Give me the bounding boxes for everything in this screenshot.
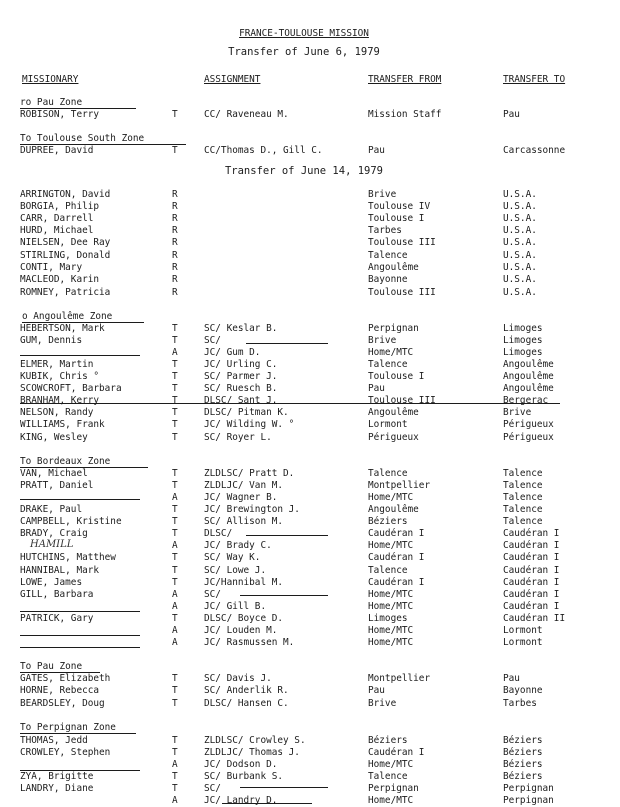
row-from-cell: Perpignan xyxy=(368,783,419,794)
row-to-cell: Caudéran I xyxy=(503,589,560,600)
row-code-cell: T xyxy=(172,395,178,406)
row-from-cell: Pau xyxy=(368,145,385,156)
row-from-cell: Béziers xyxy=(368,516,408,527)
row-from-cell: Périgueux xyxy=(368,432,419,443)
row-from-cell: Limoges xyxy=(368,613,408,624)
row-to-cell: Caudéran I xyxy=(503,528,560,539)
row-name-cell: CARR, Darrell xyxy=(20,213,94,224)
row-assign-cell: JC/ Wilding W. ° xyxy=(204,419,295,430)
row-code-cell: T xyxy=(172,359,178,370)
row-from-cell: Home/MTC xyxy=(368,601,414,612)
row-assign-cell: SC/ Davis J. xyxy=(204,673,272,684)
row-code-cell: T xyxy=(172,528,178,539)
zone-heading-bordeaux: To Bordeaux Zone xyxy=(20,456,111,467)
row-to-cell: Carcassonne xyxy=(503,145,566,156)
row-from-cell: Home/MTC xyxy=(368,540,414,551)
zone-heading-perpignan: To Perpignan Zone xyxy=(20,722,116,733)
zone-heading-angouleme: o Angoulême Zone xyxy=(22,311,113,322)
row-to-cell: Périgueux xyxy=(503,432,554,443)
row-code-cell: T xyxy=(172,480,178,491)
row-to-cell: Bayonne xyxy=(503,685,543,696)
row-from-cell: Brive xyxy=(368,335,397,346)
row-assign-cell: SC/ Parmer J. xyxy=(204,371,278,382)
row-code-cell: A xyxy=(172,795,178,806)
row-code-cell: T xyxy=(172,685,178,696)
row-assign-cell: SC/ Allison M. xyxy=(204,516,284,527)
row-code-cell: T xyxy=(172,698,178,709)
row-from-cell: Perpignan xyxy=(368,323,419,334)
zone-heading-pau-second: To Pau Zone xyxy=(20,661,83,672)
row-name-cell: CONTI, Mary xyxy=(20,262,83,273)
row-code-cell: R xyxy=(172,189,178,200)
row-code-cell: T xyxy=(172,335,178,346)
row-from-cell: Caudéran I xyxy=(368,577,425,588)
row-code-cell: T xyxy=(172,468,178,479)
row-to-cell: U.S.A. xyxy=(503,274,537,285)
row-from-cell: Toulouse I xyxy=(368,371,425,382)
blank-companion-line xyxy=(246,343,328,344)
row-from-cell: Talence xyxy=(368,565,408,576)
row-to-cell: Brive xyxy=(503,407,532,418)
row-code-cell: T xyxy=(172,747,178,758)
row-to-cell: Pau xyxy=(503,673,520,684)
row-assign-cell: SC/ Ruesch B. xyxy=(204,383,278,394)
row-from-cell: Montpellier xyxy=(368,480,431,491)
row-from-cell: Bayonne xyxy=(368,274,408,285)
row-name-cell: ZYA, Brigitte xyxy=(20,771,94,782)
row-to-cell: Bergerac xyxy=(503,395,549,406)
row-to-cell: Talence xyxy=(503,492,543,503)
row-to-cell: U.S.A. xyxy=(503,287,537,298)
row-assign-cell: JC/ Rasmussen M. xyxy=(204,637,295,648)
strikethrough-line xyxy=(20,403,560,404)
column-header-transfer-from: TRANSFER FROM xyxy=(368,74,442,85)
row-code-cell: R xyxy=(172,201,178,212)
row-to-cell: Béziers xyxy=(503,735,543,746)
row-from-cell: Angoulême xyxy=(368,504,419,515)
row-code-cell: T xyxy=(172,771,178,782)
row-from-cell: Home/MTC xyxy=(368,347,414,358)
row-code-cell: R xyxy=(172,287,178,298)
row-from-cell: Angoulême xyxy=(368,262,419,273)
row-code-cell: T xyxy=(172,783,178,794)
row-from-cell: Toulouse IV xyxy=(368,201,431,212)
row-name-cell: DUPREE, David xyxy=(20,145,94,156)
row-name-cell: BEARDSLEY, Doug xyxy=(20,698,105,709)
row-to-cell: Tarbes xyxy=(503,698,537,709)
row-assign-cell: JC/ Brady C. xyxy=(204,540,272,551)
row-assign-cell: DLSC/ Boyce D. xyxy=(204,613,284,624)
row-name-cell: BRADY, Craig xyxy=(20,528,88,539)
row-assign-cell: SC/ Burbank S. xyxy=(204,771,284,782)
row-name-cell: HANNIBAL, Mark xyxy=(20,565,100,576)
row-name-cell: NELSON, Randy xyxy=(20,407,94,418)
row-from-cell: Angoulême xyxy=(368,407,419,418)
row-from-cell: Brive xyxy=(368,698,397,709)
row-assign-cell: SC/ xyxy=(204,589,221,600)
row-from-cell: Toulouse III xyxy=(368,395,436,406)
blank-name-line xyxy=(20,647,140,648)
row-code-cell: T xyxy=(172,577,178,588)
row-from-cell: Brive xyxy=(368,189,397,200)
blank-name-line xyxy=(20,611,140,612)
row-to-cell: Perpignan xyxy=(503,795,554,806)
row-code-cell: T xyxy=(172,383,178,394)
row-from-cell: Montpellier xyxy=(368,673,431,684)
row-name-cell: CROWLEY, Stephen xyxy=(20,747,111,758)
row-to-cell: U.S.A. xyxy=(503,250,537,261)
blank-companion-line xyxy=(246,535,328,536)
row-name-cell: DRAKE, Paul xyxy=(20,504,83,515)
row-name-cell: THOMAS, Jedd xyxy=(20,735,88,746)
row-from-cell: Home/MTC xyxy=(368,637,414,648)
column-header-assignment: ASSIGNMENT xyxy=(204,74,261,85)
row-from-cell: Tarbes xyxy=(368,225,402,236)
row-name-cell: WILLIAMS, Frank xyxy=(20,419,105,430)
row-assign-cell: JC/ Wagner B. xyxy=(204,492,278,503)
row-to-cell: Angoulême xyxy=(503,371,554,382)
zone-heading-pau-first: ro Pau Zone xyxy=(20,97,83,108)
row-to-cell: Limoges xyxy=(503,335,543,346)
row-code-cell: R xyxy=(172,225,178,236)
row-assign-cell: JC/Hannibal M. xyxy=(204,577,284,588)
row-to-cell: Angoulême xyxy=(503,383,554,394)
row-name-cell: HORNE, Rebecca xyxy=(20,685,100,696)
row-name-cell: HUTCHINS, Matthew xyxy=(20,552,116,563)
row-code-cell: T xyxy=(172,407,178,418)
zone-underline xyxy=(20,733,136,734)
row-assign-cell: JC/ Gill B. xyxy=(204,601,267,612)
row-from-cell: Home/MTC xyxy=(368,589,414,600)
row-to-cell: Béziers xyxy=(503,747,543,758)
row-code-cell: A xyxy=(172,625,178,636)
row-code-cell: A xyxy=(172,601,178,612)
row-code-cell: T xyxy=(172,145,178,156)
row-code-cell: T xyxy=(172,419,178,430)
column-header-transfer-to: TRANSFER TO xyxy=(503,74,566,85)
row-code-cell: A xyxy=(172,492,178,503)
row-name-cell: GUM, Dennis xyxy=(20,335,83,346)
row-from-cell: Caudéran I xyxy=(368,747,425,758)
row-code-cell: T xyxy=(172,565,178,576)
row-assign-cell: JC/ Gum D. xyxy=(204,347,261,358)
row-name-cell: KUBIK, Chris ° xyxy=(20,371,100,382)
row-code-cell: A xyxy=(172,759,178,770)
row-from-cell: Home/MTC xyxy=(368,625,414,636)
row-code-cell: T xyxy=(172,323,178,334)
row-code-cell: T xyxy=(172,613,178,624)
row-assign-cell: SC/ xyxy=(204,783,221,794)
blank-name-line xyxy=(20,355,140,356)
row-assign-cell: DLSC/ Sant J. xyxy=(204,395,278,406)
row-name-cell: ROMNEY, Patricia xyxy=(20,287,111,298)
row-to-cell: Lormont xyxy=(503,637,543,648)
row-name-cell: GATES, Elizabeth xyxy=(20,673,111,684)
row-name-cell: ARRINGTON, David xyxy=(20,189,111,200)
row-name-cell: HEBERTSON, Mark xyxy=(20,323,105,334)
row-from-cell: Béziers xyxy=(368,735,408,746)
row-to-cell: U.S.A. xyxy=(503,189,537,200)
row-from-cell: Pau xyxy=(368,383,385,394)
row-name-cell: STIRLING, Donald xyxy=(20,250,111,261)
row-to-cell: Talence xyxy=(503,468,543,479)
row-assign-cell: ZLDLSC/ Pratt D. xyxy=(204,468,295,479)
row-name-cell: ROBISON, Terry xyxy=(20,109,100,120)
row-from-cell: Pau xyxy=(368,685,385,696)
row-assign-cell: DLSC/ Pitman K. xyxy=(204,407,289,418)
row-code-cell: R xyxy=(172,250,178,261)
row-assign-cell: CC/ Raveneau M. xyxy=(204,109,289,120)
row-code-cell: R xyxy=(172,274,178,285)
row-assign-cell: JC/ Dodson D. xyxy=(204,759,278,770)
row-assign-cell: JC/ Brewington J. xyxy=(204,504,300,515)
row-to-cell: Caudéran I xyxy=(503,577,560,588)
row-to-cell: Angoulême xyxy=(503,359,554,370)
row-name-cell: ELMER, Martin xyxy=(20,359,94,370)
row-to-cell: U.S.A. xyxy=(503,201,537,212)
row-code-cell: A xyxy=(172,347,178,358)
row-assign-cell: JC/ Landry D. xyxy=(204,795,278,806)
row-code-cell: T xyxy=(172,552,178,563)
row-from-cell: Home/MTC xyxy=(368,492,414,503)
row-assign-cell: CC/Thomas D., Gill C. xyxy=(204,145,323,156)
row-code-cell: R xyxy=(172,237,178,248)
row-code-cell: T xyxy=(172,432,178,443)
row-assign-cell: SC/ xyxy=(204,335,221,346)
row-from-cell: Talence xyxy=(368,468,408,479)
row-from-cell: Talence xyxy=(368,771,408,782)
row-to-cell: Limoges xyxy=(503,323,543,334)
row-assign-cell: ZLDLJC/ Van M. xyxy=(204,480,284,491)
row-assign-cell: SC/ Lowe J. xyxy=(204,565,267,576)
row-to-cell: Caudéran I xyxy=(503,601,560,612)
blank-name-line xyxy=(20,635,140,636)
row-to-cell: Talence xyxy=(503,504,543,515)
row-code-cell: T xyxy=(172,109,178,120)
column-header-missionary: MISSIONARY xyxy=(22,74,79,85)
row-to-cell: Talence xyxy=(503,480,543,491)
row-code-cell: A xyxy=(172,637,178,648)
row-name-cell: KING, Wesley xyxy=(20,432,88,443)
row-name-cell: BRANHAM, Kerry xyxy=(20,395,100,406)
row-name-cell: BORGIA, Philip xyxy=(20,201,100,212)
blank-companion-line xyxy=(240,787,328,788)
row-to-cell: Talence xyxy=(503,516,543,527)
row-name-cell: NIELSEN, Dee Ray xyxy=(20,237,111,248)
row-from-cell: Talence xyxy=(368,359,408,370)
row-to-cell: Caudéran II xyxy=(503,613,566,624)
row-code-cell: T xyxy=(172,735,178,746)
row-name-cell: MACLEOD, Karin xyxy=(20,274,100,285)
row-to-cell: Pau xyxy=(503,109,520,120)
row-name-cell: VAN, Michael xyxy=(20,468,88,479)
row-assign-cell: JC/ Louden M. xyxy=(204,625,278,636)
row-to-cell: U.S.A. xyxy=(503,237,537,248)
blank-companion-line xyxy=(240,595,328,596)
row-to-cell: Lormont xyxy=(503,625,543,636)
row-from-cell: Talence xyxy=(368,250,408,261)
row-from-cell: Home/MTC xyxy=(368,795,414,806)
row-assign-cell: DLSC/ Hansen C. xyxy=(204,698,289,709)
row-to-cell: Caudéran I xyxy=(503,540,560,551)
row-to-cell: Caudéran I xyxy=(503,565,560,576)
row-to-cell: U.S.A. xyxy=(503,225,537,236)
blank-name-line xyxy=(20,499,140,500)
row-assign-cell: SC/ Keslar B. xyxy=(204,323,278,334)
row-name-cell: PATRICK, Gary xyxy=(20,613,94,624)
row-assign-cell: DLSC/ xyxy=(204,528,233,539)
row-from-cell: Toulouse III xyxy=(368,287,436,298)
row-assign-cell: JC/ Urling C. xyxy=(204,359,278,370)
row-to-cell: Périgueux xyxy=(503,419,554,430)
row-from-cell: Home/MTC xyxy=(368,759,414,770)
row-assign-cell: SC/ Way K. xyxy=(204,552,261,563)
row-code-cell: R xyxy=(172,262,178,273)
row-to-cell: U.S.A. xyxy=(503,262,537,273)
row-assign-cell: SC/ Anderlik R. xyxy=(204,685,289,696)
row-name-cell: HURD, Michael xyxy=(20,225,94,236)
row-name-cell: CAMPBELL, Kristine xyxy=(20,516,122,527)
row-to-cell: U.S.A. xyxy=(503,213,537,224)
row-name-cell: LANDRY, Diane xyxy=(20,783,94,794)
row-to-cell: Béziers xyxy=(503,759,543,770)
row-name-cell: SCOWCROFT, Barbara xyxy=(20,383,122,394)
handwritten-note: HAMILL xyxy=(30,539,74,550)
row-assign-cell: ZLDLJC/ Thomas J. xyxy=(204,747,300,758)
row-code-cell: A xyxy=(172,589,178,600)
row-code-cell: A xyxy=(172,540,178,551)
row-to-cell: Perpignan xyxy=(503,783,554,794)
row-from-cell: Toulouse III xyxy=(368,237,436,248)
row-assign-cell: SC/ Royer L. xyxy=(204,432,272,443)
row-code-cell: T xyxy=(172,371,178,382)
row-code-cell: T xyxy=(172,504,178,515)
row-name-cell: PRATT, Daniel xyxy=(20,480,94,491)
transfer-june-14-heading: Transfer of June 14, 1979 xyxy=(224,165,384,177)
row-assign-cell: ZLDLSC/ Crowley S. xyxy=(204,735,306,746)
row-from-cell: Lormont xyxy=(368,419,408,430)
mission-title: FRANCE-TOULOUSE MISSION xyxy=(239,28,369,39)
row-code-cell: T xyxy=(172,673,178,684)
row-from-cell: Caudéran I xyxy=(368,552,425,563)
row-code-cell: R xyxy=(172,213,178,224)
row-to-cell: Caudéran I xyxy=(503,552,560,563)
row-name-cell: LOWE, James xyxy=(20,577,83,588)
row-to-cell: Béziers xyxy=(503,771,543,782)
transfer-june-6-heading: Transfer of June 6, 1979 xyxy=(228,46,380,58)
row-from-cell: Mission Staff xyxy=(368,109,442,120)
row-name-cell: GILL, Barbara xyxy=(20,589,94,600)
row-code-cell: T xyxy=(172,516,178,527)
row-from-cell: Caudéran I xyxy=(368,528,425,539)
row-from-cell: Toulouse I xyxy=(368,213,425,224)
zone-heading-toulouse-south: To Toulouse South Zone xyxy=(20,133,145,144)
row-to-cell: Limoges xyxy=(503,347,543,358)
